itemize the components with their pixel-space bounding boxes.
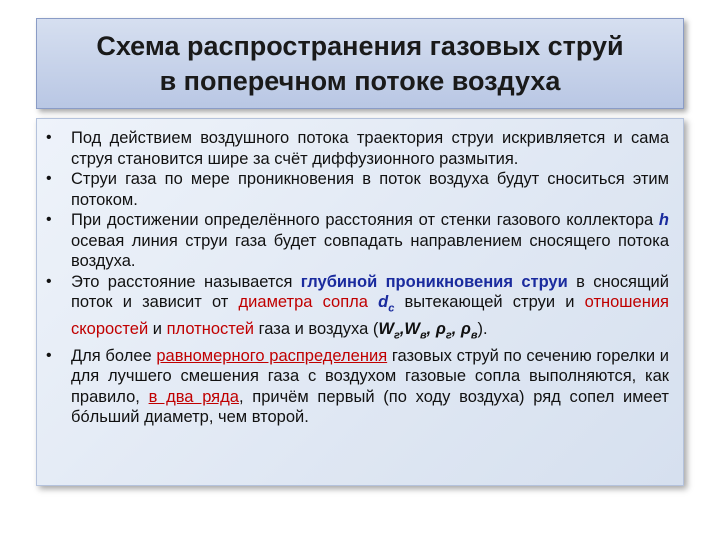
term-nozzle-diameter: диаметра сопла (238, 293, 368, 311)
slide-title-line-1: Схема распространения газовых струй (96, 30, 624, 61)
symbol-rho-v (460, 319, 478, 342)
bullet-item-1 (37, 128, 669, 169)
symbol-dc-sub: c (388, 302, 395, 315)
symbol-separator: , (399, 319, 405, 338)
bullet-text: Под действием воздушного потока траектория струи искривляется и сама струя становится шире за счёт диффузионного размытия. (71, 129, 669, 168)
bullet-text-part: газовых струй по сечению горелки и для лучшего смешения газа с воздухом газовые сопла выполняются, как правило, (71, 346, 669, 406)
symbol-dc-main: d (378, 293, 389, 311)
term-penetration-depth: глубиной проникновения струи (300, 272, 568, 291)
bullet-text-part (368, 293, 378, 311)
symbol-wv (404, 319, 427, 342)
bullet-dot: • (46, 129, 52, 146)
term-uniform-distribution: равномерного распределения (156, 346, 388, 365)
bullet-text-part: и (148, 319, 167, 338)
bullet-text-part: вытекающей струи и (394, 293, 585, 311)
symbol-rho-g (435, 319, 452, 342)
bullet-text-part: газа и воздуха ( (254, 319, 379, 338)
bullet-item-5 (37, 346, 669, 428)
bullet-dot: • (46, 211, 52, 228)
slide-title-box (36, 18, 684, 109)
bullet-item-4 (37, 272, 669, 346)
bullet-text-part: ). (477, 319, 488, 338)
distance-h-symbol: h (658, 211, 669, 229)
bullet-dot: • (46, 346, 52, 364)
symbol-rho-g-main: ρ (435, 319, 446, 338)
bullet-text-part: осевая линия струи газа будет совпадать направлением сносящего потока воздуха. (71, 231, 669, 270)
content-box (36, 118, 684, 486)
symbol-rho-v-sub: в (470, 329, 478, 342)
symbol-wv-sub: в (420, 329, 427, 342)
bullet-text-part: При достижении определённого расстояния от стенки газового коллектора (71, 211, 659, 229)
bullet-item-3 (37, 210, 669, 272)
bullet-text: Струи газа по мере проникновения в поток воздуха будут сноситься этим потоком. (71, 170, 669, 209)
term-velocity-ratio: отношения скоростей (71, 293, 669, 338)
symbol-wg-sub: г (393, 329, 400, 342)
bullet-dot: • (46, 272, 52, 290)
term-two-rows: в два ряда (148, 387, 239, 406)
term-density: плотностей (166, 319, 255, 338)
bullet-item-2 (37, 169, 669, 210)
symbol-rho-v-main: ρ (460, 319, 471, 338)
bullet-dot: • (46, 170, 52, 187)
bullet-text-part: в сносящий поток и зависит от (71, 272, 669, 311)
bullet-list (37, 119, 683, 428)
symbol-rho-g-sub: г (445, 329, 452, 342)
symbol-separator: , (426, 319, 436, 338)
bullet-text-part: , причём первый (по ходу воздуха) ряд сопел имеет бóльший диаметр, чем второй. (71, 387, 669, 427)
slide-title-line-2: в поперечном потоке воздуха (159, 65, 561, 96)
bullet-text-part: Для более (71, 346, 157, 365)
symbol-wg-main: W (378, 319, 394, 338)
symbol-wv-main: W (404, 319, 420, 338)
symbol-dc (378, 293, 395, 315)
symbol-separator: , (451, 319, 461, 338)
symbol-wg (378, 319, 400, 342)
bullet-text-part: Это расстояние называется (71, 272, 301, 291)
